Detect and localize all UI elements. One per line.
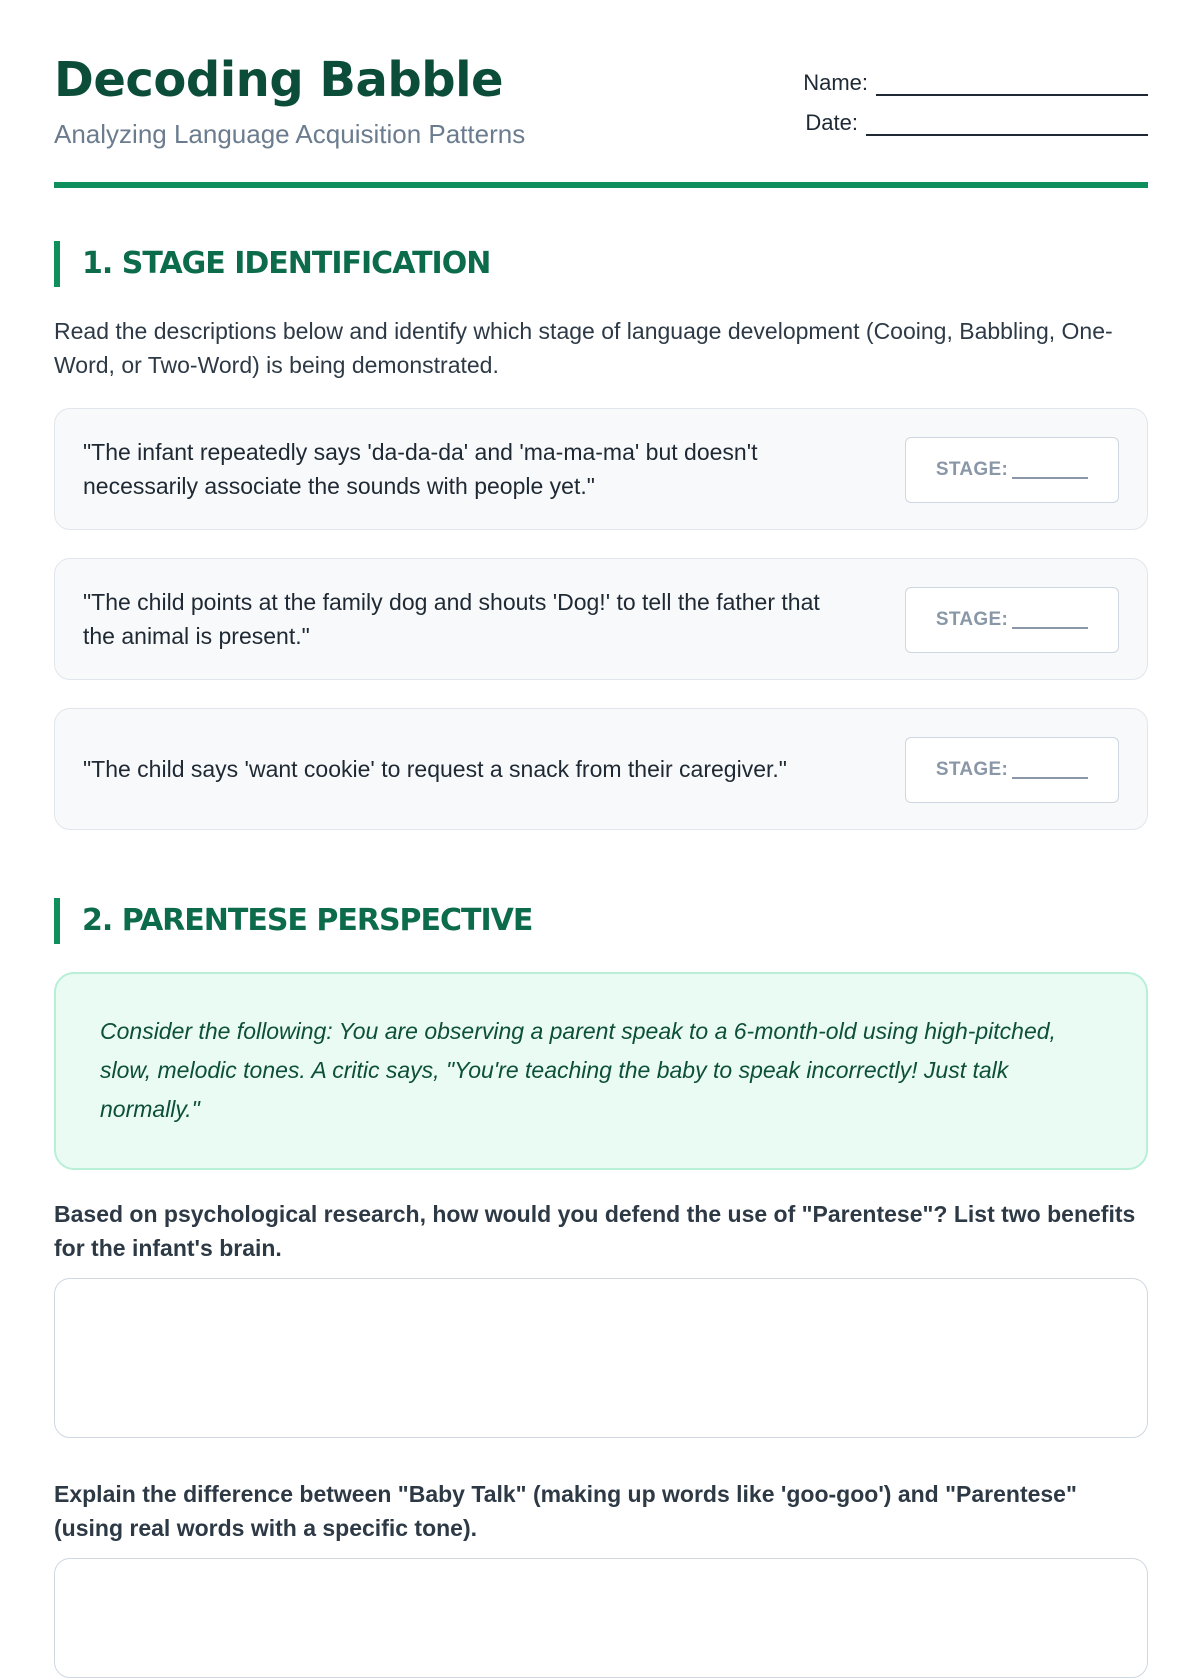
stage-item-description: "The infant repeatedly says 'da-da-da' and 'ma-ma-ma' but doesn't necessarily associate the sounds with people yet." [83,439,758,499]
date-row [778,96,1148,136]
page-subtitle: Analyzing Language Acquisition Patterns [54,119,526,149]
stage-item-description: "The child says 'want cookie' to request a snack from their caregiver." [83,756,787,782]
stage-label: STAGE: [935,759,1009,780]
stage-blank [1012,761,1088,779]
name-label: Name: [803,70,868,95]
answer-box-1[interactable] [54,1278,1148,1438]
stage-label: STAGE: [935,609,1009,630]
question-1: Based on psychological research, how would you defend the use of "Parentese"? List two benefits for the infant's brain. [54,1201,1136,1261]
worksheet [54,0,1148,1541]
stage-item-card [54,708,1148,830]
stage-label: STAGE: [935,459,1009,480]
name-row [778,56,1148,96]
stage-blank [1012,611,1088,629]
question-2: Explain the difference between "Baby Talk" (making up words like 'goo-goo') and "Parentese" (using real words with a specific tone). [54,1481,1077,1541]
stage-answer-box[interactable] [905,437,1119,503]
date-field[interactable] [866,112,1148,136]
section-2-title: 2. PARENTESE PERSPECTIVE [54,898,532,944]
name-field[interactable] [876,72,1148,96]
stage-item-description: "The child points at the family dog and shouts 'Dog!' to tell the father that the animal is present." [83,589,820,649]
section-1-title: 1. STAGE IDENTIFICATION [54,241,490,287]
student-info [778,56,1148,136]
stage-blank [1012,461,1088,479]
answer-box-2[interactable] [54,1558,1148,1678]
stage-item-card [54,408,1148,530]
stage-item-card [54,558,1148,680]
stage-answer-box[interactable] [905,737,1119,803]
date-label: Date: [805,110,858,135]
section-1-instructions: Read the descriptions below and identify which stage of language development (Cooing, Babbling, One-Word, or Two-Word) is being demonstrated. [54,318,1113,378]
stage-answer-box[interactable] [905,587,1119,653]
worksheet-header [54,0,1148,188]
scenario-callout: Consider the following: You are observing a parent speak to a 6-month-old using high-pitched, slow, melodic tones. A critic says, "You're teaching the baby to speak incorrectly! Just talk normally." [54,972,1148,1170]
page-title: Decoding Babble [54,52,504,108]
